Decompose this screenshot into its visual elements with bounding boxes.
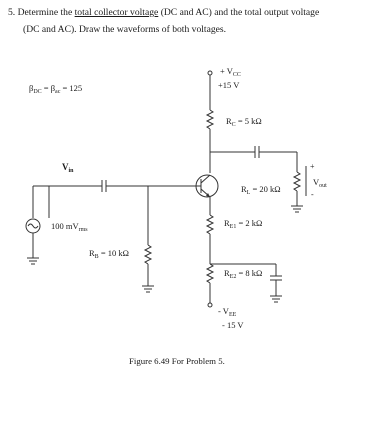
vee-value: - 15 V <box>222 320 244 330</box>
vcc-value: +15 V <box>218 80 240 90</box>
problem-underlined-text: total collector voltage <box>74 7 159 18</box>
vin-label: $V_{in}$ <box>62 162 74 174</box>
re1-resistor <box>207 215 213 234</box>
problem-text-2: (DC and AC) and the total output voltage <box>160 7 320 18</box>
rc-resistor <box>207 110 213 129</box>
vout-minus: - <box>311 190 314 199</box>
vee-terminal <box>208 303 212 307</box>
rc-label: $R_C = 5$ kΩ <box>226 116 262 128</box>
re2-label: $R_{E2} = 8$ kΩ <box>224 268 263 280</box>
source-ground <box>27 258 39 264</box>
vout-label: $V_{out}$ <box>313 177 327 189</box>
bypass-ground <box>270 296 282 302</box>
rb-resistor <box>145 245 151 264</box>
figure-caption: Figure 6.49 For Problem 5. <box>129 356 225 366</box>
problem-number: 5. <box>8 7 16 18</box>
problem-text-1: Determine the <box>17 7 73 18</box>
vcc-label: + $V_{CC}$ <box>220 66 241 78</box>
rb-label: $R_B = 10$ kΩ <box>89 248 129 260</box>
vee-label: - $V_{EE}$ <box>218 306 237 318</box>
rl-label: $R_L = 20$ kΩ <box>241 184 281 196</box>
problem-text-3: (DC and AC). Draw the waveforms of both voltages. <box>23 24 227 35</box>
re1-label: $R_{E1} = 2$ kΩ <box>224 218 263 230</box>
rl-resistor <box>294 172 300 191</box>
beta-label: $\beta_{DC} = \beta_{ac} = 125$ <box>29 83 83 95</box>
rb-ground <box>142 286 154 292</box>
source-label: 100 $mV_{rms}$ <box>51 221 88 233</box>
re2-resistor <box>207 264 213 283</box>
vout-plus: + <box>310 162 315 171</box>
rl-ground <box>291 206 303 212</box>
vcc-terminal <box>208 71 212 75</box>
